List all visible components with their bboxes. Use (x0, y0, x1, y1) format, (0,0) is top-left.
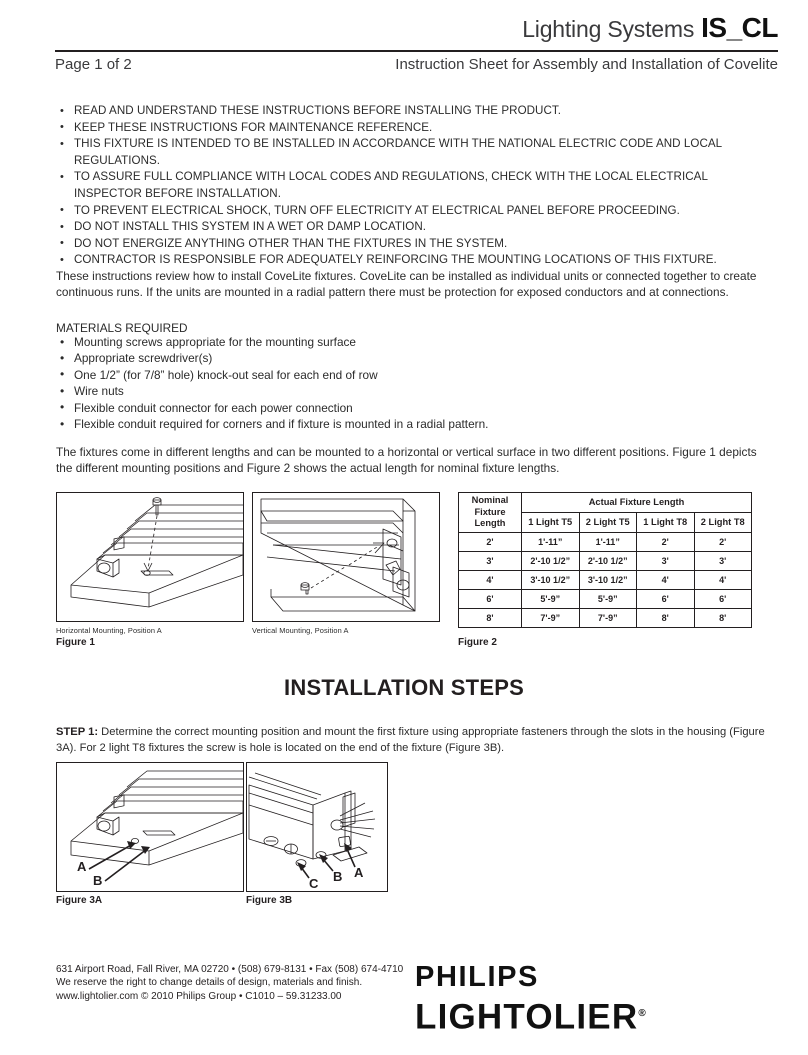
list-item: • Wire nuts (58, 383, 558, 399)
fixture-housing-slots-drawing (71, 771, 243, 865)
callout-label-a: A (77, 859, 87, 874)
table-row (459, 532, 752, 551)
cell-value: 2'-10 1/2” (579, 551, 637, 570)
figure-3a-caption: Figure 3A (56, 895, 103, 906)
registered-trademark-icon: ® (638, 1008, 646, 1019)
actual-fixture-length-table (458, 492, 752, 628)
callout-label-b: B (93, 873, 103, 888)
figure-2-table-wrapper (458, 492, 752, 628)
column-header-group-actual-fixture-length: Actual Fixture Length (522, 493, 752, 513)
cell-value: 5'-9” (522, 589, 580, 608)
column-header-2-light-t5: 2 Light T5 (579, 512, 637, 532)
footer-rights-line: We reserve the right to change details of design, materials and finish. (56, 977, 363, 989)
subheader-row (55, 56, 778, 78)
list-item: • Mounting screws appropriate for the mounting surface (58, 334, 558, 350)
cell-nominal: 6' (459, 589, 522, 608)
brand-logos (415, 960, 646, 1038)
figures-paragraph: The fixtures come in different lengths and can be mounted to a horizontal or vertical surface in two different positions. Figure 1 depicts the different mounting positions and Figure 2 shows the actual length for nominal fixture lengths. (56, 445, 757, 476)
callout-label-b: B (333, 869, 343, 884)
header-divider-rule (55, 50, 778, 52)
list-item: • DO NOT INSTALL THIS SYSTEM IN A WET OR DAMP LOCATION. (58, 219, 778, 236)
list-item: • THIS FIXTURE IS INTENDED TO BE INSTALLED IN ACCORDANCE WITH THE NATIONAL ELECTRIC CODE AND LOCAL REGULATIONS. (58, 136, 778, 169)
figure-3a-illustration (56, 762, 244, 892)
cell-value: 5'-9” (579, 589, 637, 608)
installation-steps-title: INSTALLATION STEPS (284, 675, 524, 700)
figure-1a-sublabel: Horizontal Mounting, Position A (56, 626, 162, 635)
step-1-label: STEP 1: (56, 726, 99, 738)
list-item: • One 1/2” (for 7/8” hole) knock-out seal for each end of row (58, 367, 558, 383)
list-item: • CONTRACTOR IS RESPONSIBLE FOR ADEQUATELY REINFORCING THE MOUNTING LOCATIONS OF THIS FIXTURE. (58, 252, 778, 269)
lightolier-logo (415, 994, 646, 1038)
list-item: • KEEP THESE INSTRUCTIONS FOR MAINTENANCE REFERENCE. (58, 120, 778, 137)
sheet-description: Instruction Sheet for Assembly and Installation of Covelite (395, 56, 778, 73)
footer-address-block (56, 963, 403, 1003)
page-number: Page 1 of 2 (55, 56, 132, 73)
cell-value: 1'-11” (579, 532, 637, 551)
cell-nominal: 8' (459, 608, 522, 627)
table-row (459, 551, 752, 570)
list-item: • READ AND UNDERSTAND THESE INSTRUCTIONS BEFORE INSTALLING THE PRODUCT. (58, 103, 778, 120)
figure-3b-illustration (246, 762, 388, 892)
step-1-paragraph (56, 724, 772, 756)
figure-1a-illustration (56, 492, 244, 622)
list-item: • Appropriate screwdriver(s) (58, 350, 558, 366)
step-1-text: Determine the correct mounting position and mount the first fixture using appropriate fasteners through the slots in the housing (Figure 3A). For 2 light T8 fixtures the screw is hole is located on the end of the fixture (Figure 3B). (56, 726, 765, 755)
column-header-nominal-fixture-length: Nominal Fixture Length (459, 493, 522, 533)
cell-value: 8' (637, 608, 695, 627)
callout-label-a: A (354, 865, 364, 880)
document-code: IS_CL (701, 12, 778, 43)
fixture-housing-horizontal-drawing (71, 505, 243, 607)
cell-nominal: 4' (459, 570, 522, 589)
list-item: • TO ASSURE FULL COMPLIANCE WITH LOCAL CODES AND REGULATIONS, CHECK WITH THE LOCAL ELECTRICAL INSPECTOR BEFORE INSTALLATION. (58, 169, 778, 202)
cell-value: 7'-9” (522, 608, 580, 627)
figure-1-caption: Figure 1 (56, 637, 95, 648)
mounting-screw-arrow (144, 498, 161, 571)
column-header-2-light-t8: 2 Light T8 (694, 512, 752, 532)
cell-value: 3' (694, 551, 752, 570)
cell-value: 2'-10 1/2” (522, 551, 580, 570)
table-header-row-group (459, 493, 752, 513)
philips-logo: PHILIPS (415, 961, 539, 993)
list-item: • DO NOT ENERGIZE ANYTHING OTHER THAN THE FIXTURES IN THE SYSTEM. (58, 236, 778, 253)
cell-value: 3' (637, 551, 695, 570)
cell-nominal: 2' (459, 532, 522, 551)
intro-paragraph: These instructions review how to install CoveLite fixtures. CoveLite can be installed as individual units or connected together to create continuous runs. If the units are mounted in a radial pattern there must be protection for exposed conductors and at connections. (56, 269, 757, 300)
figure-1b-sublabel: Vertical Mounting, Position A (252, 626, 349, 635)
warnings-list (58, 103, 778, 269)
fixture-housing-vertical-drawing (261, 499, 415, 611)
cell-value: 6' (637, 589, 695, 608)
cell-value: 2' (637, 532, 695, 551)
figure-1b-illustration (252, 492, 440, 622)
column-header-1-light-t8: 1 Light T8 (637, 512, 695, 532)
cell-value: 6' (694, 589, 752, 608)
footer-copyright-line: www.lightolier.com © 2010 Philips Group • C1010 – 59.31233.00 (56, 990, 342, 1002)
cell-value: 1'-11” (522, 532, 580, 551)
list-item: • Flexible conduit required for corners and if fixture is mounted in a radial pattern. (58, 416, 558, 432)
brand-line: Lighting Systems (522, 16, 695, 42)
list-item: • Flexible conduit connector for each power connection (58, 400, 558, 416)
lightolier-wordmark: LIGHTOLIER (415, 997, 639, 1037)
cell-value: 4' (637, 570, 695, 589)
footer-address-line: 631 Airport Road, Fall River, MA 02720 • (508) 679-8131 • Fax (508) 674-4710 (56, 964, 404, 975)
document-header-title (522, 14, 778, 42)
cell-value: 2' (694, 532, 752, 551)
figure-2-caption: Figure 2 (458, 637, 497, 648)
table-row (459, 608, 752, 627)
table-row (459, 589, 752, 608)
callout-arrows (297, 843, 355, 878)
cell-value: 7'-9” (579, 608, 637, 627)
cell-value: 4' (694, 570, 752, 589)
cell-nominal: 3' (459, 551, 522, 570)
materials-heading: MATERIALS REQUIRED (56, 321, 188, 335)
column-header-1-light-t5: 1 Light T5 (522, 512, 580, 532)
list-item: • TO PREVENT ELECTRICAL SHOCK, TURN OFF ELECTRICITY AT ELECTRICAL PANEL BEFORE PROCEEDING. (58, 203, 778, 220)
table-row (459, 570, 752, 589)
callout-label-c: C (309, 876, 319, 891)
materials-list (58, 334, 558, 432)
cell-value: 3'-10 1/2” (522, 570, 580, 589)
figure-3b-caption: Figure 3B (246, 895, 293, 906)
cell-value: 3'-10 1/2” (579, 570, 637, 589)
cell-value: 8' (694, 608, 752, 627)
